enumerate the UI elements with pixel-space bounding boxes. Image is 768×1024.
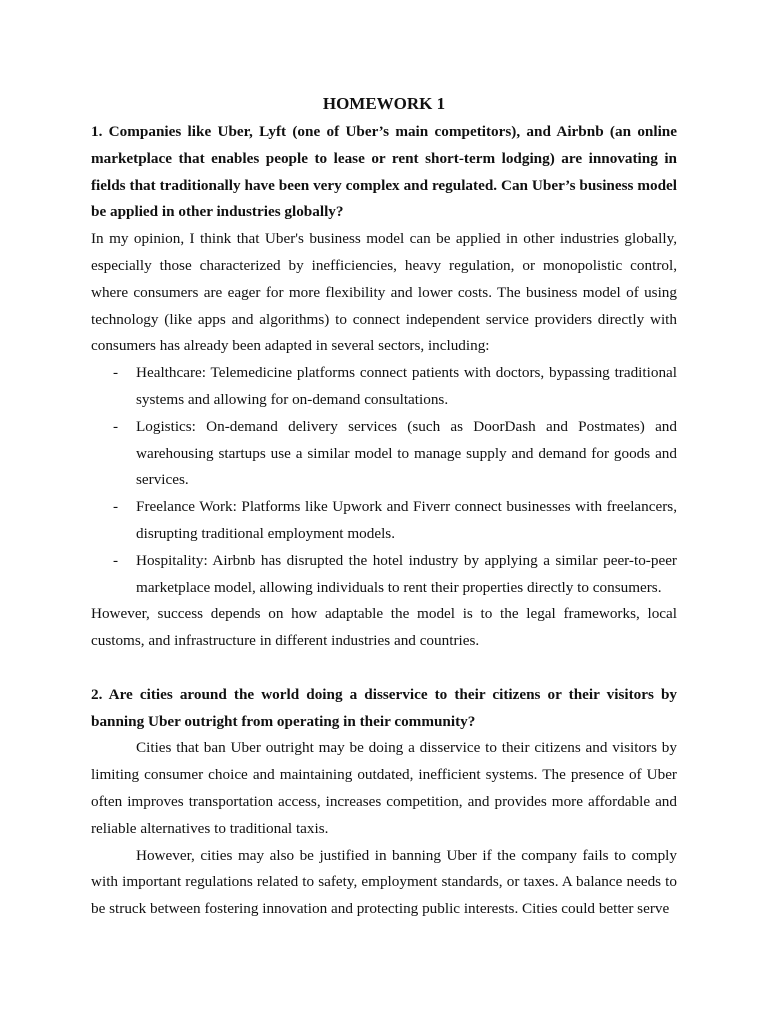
answer-1-intro: In my opinion, I think that Uber's business model can be applied in other industries globally, especially those characterized by inefficiencies, heavy regulation, or monopolistic control, where consumers are eager for more flexibility and lower costs. The business model of using technology (like apps and algorithms) to connect independent service providers directly with consumers has already been adapted in several sectors, including: bbox=[91, 230, 677, 355]
industry-list bbox=[91, 360, 677, 601]
list-item bbox=[91, 360, 677, 414]
list-item bbox=[91, 548, 677, 602]
list-dash: - bbox=[113, 417, 119, 435]
document-page bbox=[91, 90, 677, 923]
list-item-text: Hospitality: Airbnb has disrupted the hotel industry by applying a similar peer-to-peer marketplace model, allowing individuals to rent their properties directly to consumers. bbox=[136, 551, 677, 596]
list-item-text: Logistics: On-demand delivery services (such as DoorDash and Postmates) and warehousing startups use a similar model to manage supply and demand for goods and services. bbox=[136, 417, 677, 489]
list-item bbox=[91, 494, 677, 548]
paragraph-spacer bbox=[91, 655, 677, 682]
list-dash: - bbox=[113, 498, 119, 516]
list-item bbox=[91, 414, 677, 494]
list-dash: - bbox=[113, 364, 119, 382]
list-item-text: Freelance Work: Platforms like Upwork and Fiverr connect businesses with freelancers, disrupting traditional employment models. bbox=[136, 498, 677, 542]
document-title: HOMEWORK 1 bbox=[322, 94, 446, 113]
answer-2-paragraph-2: However, cities may also be justified in banning Uber if the company fails to comply with important regulations related to safety, employment standards, or taxes. A balance needs to be struck between fostering innovation and protecting public interests. Cities could better serve bbox=[91, 846, 677, 918]
answer-1-conclusion: However, success depends on how adaptable the model is to the legal frameworks, local customs, and infrastructure in different industries and countries. bbox=[91, 605, 677, 650]
question-1: 1. Companies like Uber, Lyft (one of Uber’s main competitors), and Airbnb (an online marketplace that enables people to lease or rent short-term lodging) are innovating in fields that traditionally have been very complex and regulated. Can Uber’s business model be applied in other industries globally? bbox=[91, 123, 677, 221]
answer-2-paragraph-1: Cities that ban Uber outright may be doing a disservice to their citizens and visitors by limiting consumer choice and maintaining outdated, inefficient systems. The presence of Uber often improves transportation access, increases competition, and provides more affordable and reliable alternatives to traditional taxis. bbox=[91, 739, 677, 837]
question-2: 2. Are cities around the world doing a disservice to their citizens or their visitors by banning Uber outright from operating in their community? bbox=[91, 685, 677, 730]
list-item-text: Healthcare: Telemedicine platforms connect patients with doctors, bypassing traditional systems and allowing for on-demand consultations. bbox=[136, 364, 677, 408]
list-dash: - bbox=[113, 551, 119, 569]
